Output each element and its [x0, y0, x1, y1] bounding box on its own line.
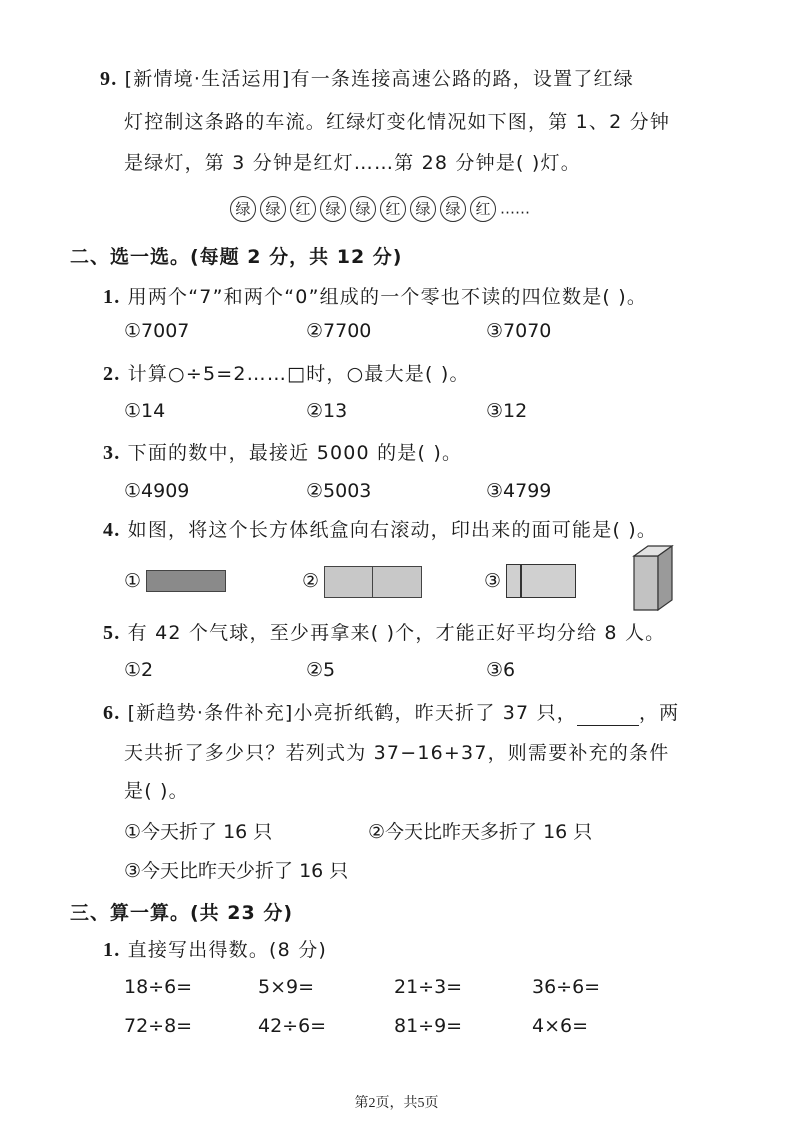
- calc-2-1: 72÷8=: [124, 1015, 193, 1037]
- s3-q1-number: 1.: [103, 939, 121, 961]
- s2-q3-opt1: ①4909: [124, 480, 190, 502]
- calc-1-3: 21÷3=: [394, 976, 463, 998]
- rectangular-box-image: [632, 544, 674, 612]
- s2-q2: [103, 361, 470, 387]
- calc-2-2: 42÷6=: [258, 1015, 327, 1037]
- s2-q4-opt1-label: ①: [124, 570, 142, 592]
- s2-q6-text-a: [新趋势·条件补充]小亮折纸鹤，昨天折了 37 只，: [127, 702, 577, 724]
- q9-number: 9.: [100, 68, 118, 90]
- s2-q2-opt3: ③12: [486, 400, 528, 422]
- lamp-2: 绿: [260, 196, 286, 222]
- face-option-3-image: [506, 564, 576, 598]
- s2-q2-opt2: ②13: [306, 400, 348, 422]
- section3-title: 三、算一算。(共 23 分): [70, 902, 294, 924]
- calc-2-4: 4×6=: [532, 1015, 589, 1037]
- s3-q1-text: 直接写出得数。(8 分): [127, 939, 328, 961]
- s2-q5-number: 5.: [103, 622, 121, 644]
- q9-text-line1: [新情境·生活运用]有一条连接高速公路的路，设置了红绿: [124, 68, 634, 90]
- q9-text-line3: 是绿灯，第 3 分钟是红灯……第 28 分钟是( )灯。: [124, 152, 581, 174]
- lamp-8: 绿: [440, 196, 466, 222]
- s2-q6-opt3: ③今天比昨天少折了 16 只: [124, 860, 349, 882]
- s2-q6-opt1: ①今天折了 16 只: [124, 821, 273, 843]
- s2-q2-text: 计算○÷5=2……□时，○最大是( )。: [127, 363, 470, 385]
- face-option-3-divider: [520, 565, 522, 597]
- s2-q6-text-b: ，两: [638, 702, 680, 724]
- s2-q4-number: 4.: [103, 519, 121, 541]
- calc-2-3: 81÷9=: [394, 1015, 463, 1037]
- s2-q5: [103, 620, 665, 646]
- section2-title: 二、选一选。(每题 2 分，共 12 分): [70, 246, 403, 268]
- lamp-4: 绿: [320, 196, 346, 222]
- s2-q4-text: 如图，将这个长方体纸盒向右滚动，印出来的面可能是( )。: [127, 519, 658, 541]
- s2-q4-opt3-label: ③: [484, 570, 502, 592]
- lamp-3: 红: [290, 196, 316, 222]
- face-option-1-image: [146, 570, 226, 592]
- s2-q1-text: 用两个“7”和两个“0”组成的一个零也不读的四位数是( )。: [127, 286, 648, 308]
- q9-line1: [100, 66, 634, 92]
- s2-q6-line2: 天共折了多少只？若列式为 37−16+37，则需要补充的条件: [124, 742, 670, 764]
- s2-q6-line3: 是( )。: [124, 780, 189, 802]
- lamp-9: 红: [470, 196, 496, 222]
- s2-q3-opt3: ③4799: [486, 480, 552, 502]
- lamp-5: 绿: [350, 196, 376, 222]
- calc-1-1: 18÷6=: [124, 976, 193, 998]
- s2-q3-opt2: ②5003: [306, 480, 372, 502]
- lamp-1: 绿: [230, 196, 256, 222]
- s3-q1: [103, 937, 327, 963]
- s2-q1-opt3: ③7070: [486, 320, 552, 342]
- s2-q6-line1: [103, 700, 679, 726]
- page-footer: 第2页，共5页: [354, 1096, 439, 1111]
- s2-q6-opt2: ②今天比昨天多折了 16 只: [368, 821, 593, 843]
- q9-text-line2: 灯控制这条路的车流。红绿灯变化情况如下图，第 1、2 分钟: [124, 111, 671, 133]
- s2-q1-opt2: ②7700: [306, 320, 372, 342]
- s2-q1-opt1: ①7007: [124, 320, 190, 342]
- s2-q1: [103, 284, 647, 310]
- calc-1-2: 5×9=: [258, 976, 315, 998]
- s2-q6-number: 6.: [103, 702, 121, 724]
- s2-q5-opt2: ②5: [306, 659, 336, 681]
- s2-q3: [103, 440, 462, 466]
- lamp-ellipsis: ……: [500, 199, 530, 218]
- calc-1-4: 36÷6=: [532, 976, 601, 998]
- face-option-2-divider: [372, 567, 373, 597]
- s2-q4-opt2-label: ②: [302, 570, 320, 592]
- lamp-6: 红: [380, 196, 406, 222]
- s2-q5-text: 有 42 个气球，至少再拿来( )个，才能正好平均分给 8 人。: [127, 622, 666, 644]
- s2-q2-opt1: ①14: [124, 400, 166, 422]
- s2-q3-number: 3.: [103, 442, 121, 464]
- s2-q3-text: 下面的数中，最接近 5000 的是( )。: [127, 442, 463, 464]
- face-option-2-image: [324, 566, 422, 598]
- traffic-light-sequence: [230, 196, 530, 222]
- s2-q5-opt3: ③6: [486, 659, 516, 681]
- s2-q4: [103, 517, 657, 543]
- s2-q2-number: 2.: [103, 363, 121, 385]
- fill-in-blank[interactable]: [577, 707, 639, 726]
- s2-q1-number: 1.: [103, 286, 121, 308]
- s2-q5-opt1: ①2: [124, 659, 154, 681]
- lamp-7: 绿: [410, 196, 436, 222]
